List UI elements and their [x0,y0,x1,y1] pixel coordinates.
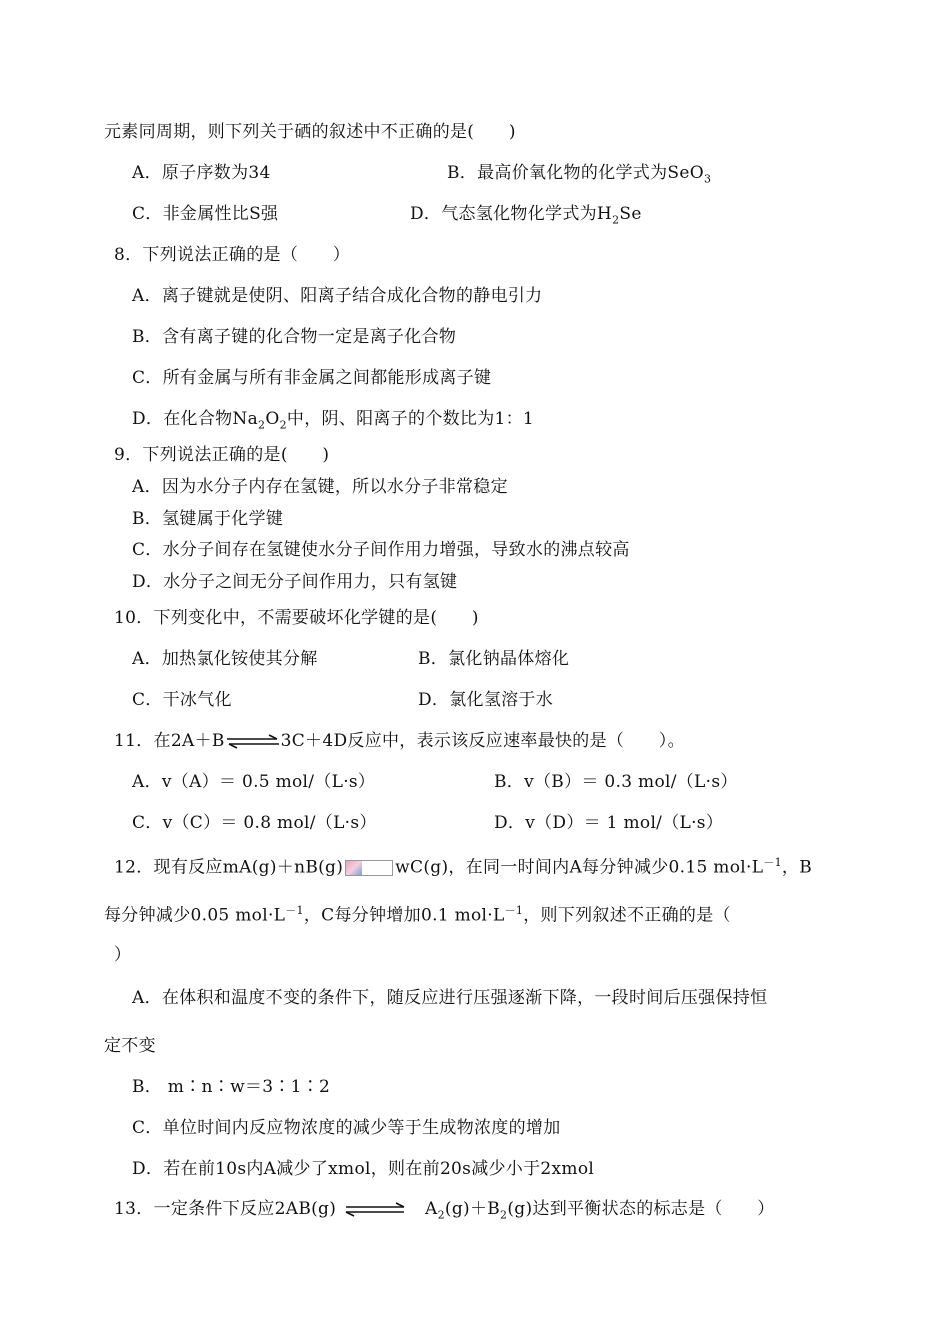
q11-option-d: D．v（D）＝ 1 mol/（L·s） [494,813,724,833]
equilibrium-arrow-icon [225,734,281,750]
q10-stem: 10．下列变化中，不需要破坏化学键的是( ) [114,608,479,628]
q12-stem-line2: 每分钟减少0.05 $mol\cdot L^{-1}$，C每分钟增加0.1 $mol\cdot L^{-1}$，则下列叙述不正确的是（ [104,904,731,926]
q7-option-b: B．最高价氧化物的化学式为SeO$_3$ [447,163,712,186]
q9-option-a: A．因为水分子内存在氢键，所以水分子非常稳定 [132,477,508,497]
q12-option-a-line1: A．在体积和温度不变的条件下，随反应进行压强逐渐下降，一段时间后压强保持恒 [132,988,768,1008]
q11-option-b: B．v（B）＝ 0.3 mol/（L·s） [494,772,738,792]
q7-stem-tail: 元素同周期，则下列关于硒的叙述中不正确的是( ) [104,122,516,142]
q8-stem: 8．下列说法正确的是（ ） [114,245,351,265]
q10-option-a: A．加热氯化铵使其分解 [132,649,318,669]
q8-option-a: A．离子键就是使阴、阳离子结合成化合物的静电引力 [132,286,543,306]
q8-option-b: B．含有离子键的化合物一定是离子化合物 [132,327,457,347]
q12-option-c: C．单位时间内反应物浓度的减少等于生成物浓度的增加 [132,1118,561,1138]
q7-option-d: D．气态氢化物化学式为$H_2Se$ [410,204,642,227]
q9-stem: 9．下列说法正确的是( ) [114,445,330,465]
q9-option-c: C．水分子间存在氢键使水分子间作用力增强，导致水的沸点较高 [132,540,630,560]
q10-option-b: B．氯化钠晶体熔化 [418,649,570,669]
q12-option-b: B． m∶n∶w＝3∶1∶2 [132,1077,331,1097]
equilibrium-image-icon [345,860,393,876]
q9-option-b: B．氢键属于化学键 [132,509,284,529]
q11-option-a: A．v（A）＝ 0.5 mol/（L·s） [132,772,376,792]
q12-stem-line3: ） [114,945,132,965]
q12-option-a-line2: 定不变 [104,1036,156,1056]
q11-option-c: C．v（C）＝ 0.8 mol/（L·s） [132,813,377,833]
q7-option-a: A．原子序数为34 [132,163,271,183]
q13-stem: 13．一定条件下反应2AB(g) $A_2(g)+B_2(g)$达到平衡状态的标志是（ ） [114,1199,775,1222]
q7-option-c: C．非金属性比S强 [132,204,279,224]
q11-stem: 11．在2A＋B 3C＋4D反应中，表示该反应速率最快的是（ ）。 [114,731,685,751]
equilibrium-arrow-icon [342,1202,408,1218]
q9-option-d: D．水分子之间无分子间作用力，只有氢键 [132,572,458,592]
q12-stem-line1: 12．现有反应mA(g)＋nB(g) wC(g)，在同一时间内A每分钟减少0.15 $mol\cdot L^{-1}$，B [114,856,812,878]
q8-option-c: C．所有金属与所有非金属之间都能形成离子键 [132,368,492,388]
q8-option-d: D．在化合物$Na_2O_2$中，阴、阳离子的个数比为1：1 [132,409,535,432]
q12-option-d: D．若在前10s内A减少了xmol，则在前20s减少小于2xmol [132,1159,595,1179]
q10-option-c: C．干冰气化 [132,690,232,710]
q10-option-d: D．氯化氢溶于水 [418,690,554,710]
